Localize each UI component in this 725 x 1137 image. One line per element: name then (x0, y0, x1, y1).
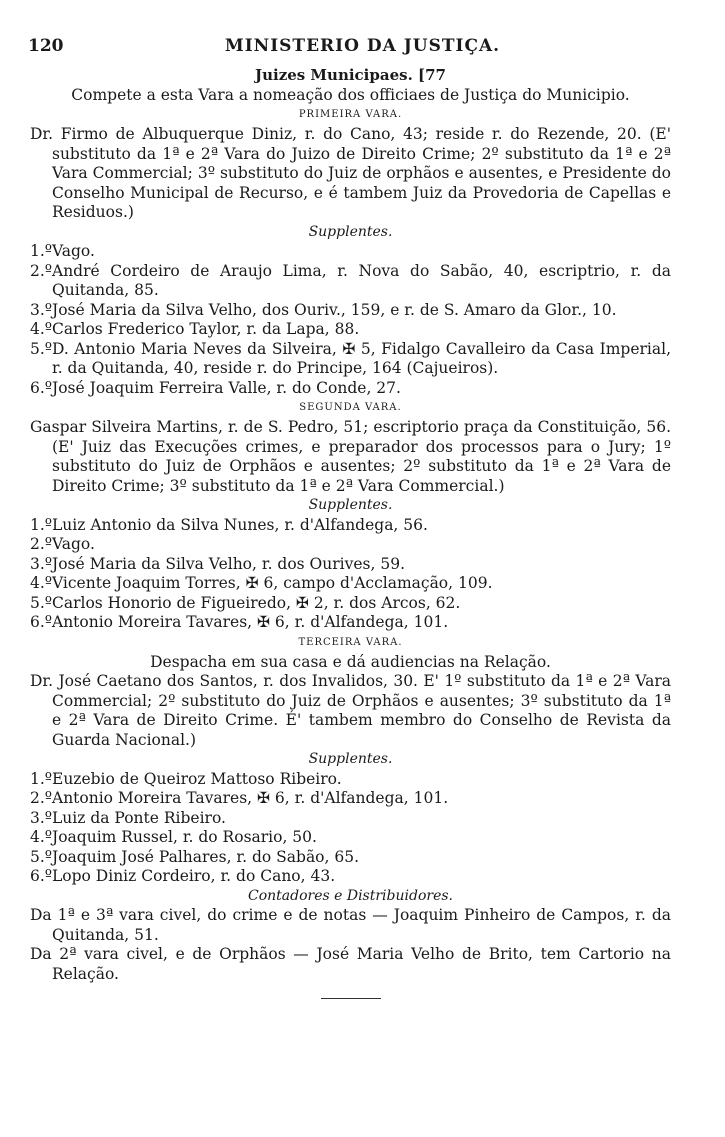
terceira-vara-heading: TERCEIRA VARA. (298, 636, 403, 648)
list-item: 6.ºJosé Joaquim Ferreira Valle, r. do Conde, 27. (30, 378, 401, 397)
contadores-line-1: Da 1ª e 3ª vara civel, do crime e de notas — Joaquim Pinheiro de Campos, r. da Quitanda, 51. (30, 906, 671, 944)
segunda-supplentes-label: Supplentes. (308, 497, 393, 513)
terceira-judge: Dr. José Caetano dos Santos, r. dos Invalidos, 30. E' 1º substituto da 1ª e 2ª Vara Commercial; 2º substituto do Juiz de Orphãos e ausentes; 3º substituto da 1ª e 2ª Vara de Direito Crime. É' tambem membro do Conselho de Revista da Guarda Nacional.) (30, 672, 671, 749)
segunda-vara-heading: SEGUNDA VARA. (299, 402, 402, 413)
page-title: MINISTERIO DA JUSTIÇA. (224, 36, 501, 56)
list-item: 2.ºAntonio Moreira Tavares, ✠ 6, r. d'Alfandega, 101. (30, 789, 449, 807)
page-content (30, 66, 671, 999)
primeira-judge: Dr. Firmo de Albuquerque Diniz, r. do Cano, 43; reside r. do Rezende, 20. (E' substituto da 1ª e 2ª Vara do Juizo de Direito Crime; 2º substituto da 1ª e 2ª Vara Commercial; 3º substituto do Juiz de orphãos e ausentes, e Presidente do Conselho Municipal de Recurso, e é tambem Juiz da Provedoria de Capellas e Residuos.) (30, 125, 671, 221)
list-item: 4.ºCarlos Frederico Taylor, r. da Lapa, 88. (30, 320, 360, 338)
contadores-heading: Contadores e Distribuidores. (247, 887, 453, 904)
list-item: 1.ºVago. (30, 242, 95, 260)
list-item: 3.ºLuiz da Ponte Ribeiro. (30, 808, 226, 827)
list-item: 1.ºLuiz Antonio da Silva Nunes, r. d'Alfandega, 56. (30, 515, 428, 534)
page-number: 120 (28, 36, 64, 56)
contadores-line-2: Da 2ª vara civel, e de Orphãos — José Maria Velho de Brito, tem Cartorio na Relação. (30, 945, 671, 983)
list-item: 2.ºVago. (30, 535, 95, 553)
list-item: 4.ºVicente Joaquim Torres, ✠ 6, campo d'Acclamação, 109. (30, 574, 493, 592)
end-rule (321, 998, 381, 999)
terceira-supplentes-list (30, 770, 671, 887)
primeira-supplentes-label: Supplentes. (308, 223, 393, 240)
list-item: 5.ºCarlos Honorio de Figueiredo, ✠ 2, r. dos Arcos, 62. (30, 593, 461, 612)
running-header (28, 36, 697, 62)
list-item: 3.ºJosé Maria da Silva Velho, r. dos Ourives, 59. (30, 554, 406, 573)
list-item: 4.ºJoaquim Russel, r. do Rosario, 50. (30, 828, 317, 846)
list-item: 6.ºAntonio Moreira Tavares, ✠ 6, r. d'Alfandega, 101. (30, 613, 449, 631)
list-item: 3.ºJosé Maria da Silva Velho, dos Ouriv., 159, e r. de S. Amaro da Glor., 10. (30, 300, 617, 319)
list-item: 6.ºLopo Diniz Cordeiro, r. do Cano, 43. (30, 867, 336, 885)
intro-text: Compete a esta Vara a nomeação dos officiaes de Justiça do Municipio. (71, 85, 630, 104)
section-title: Juizes Municipaes. [77 (255, 66, 446, 84)
list-item: 5.ºJoaquim José Palhares, r. do Sabão, 65. (30, 847, 360, 866)
segunda-judge: Gaspar Silveira Martins, r. de S. Pedro, 51; escriptorio praça da Constituição, 56. (E' Juiz das Execuções crimes, e preparador dos processos para o Jury; 1º substituto do Juiz de Orphãos e ausentes; 2º substituto da 1ª e 2ª Vara de Direito Crime; 3º substituto da 1ª e 2ª Vara Commercial.) (30, 418, 671, 495)
primeira-vara-heading: PRIMEIRA VARA. (298, 109, 403, 120)
segunda-supplentes-list (30, 516, 671, 633)
list-item: 1.ºEuzebio de Queiroz Mattoso Ribeiro. (30, 769, 342, 788)
terceira-note: Despacha em sua casa e dá audiencias na Relação. (150, 652, 551, 671)
list-item: 2.ºAndré Cordeiro de Araujo Lima, r. Nova do Sabão, 40, escriptrio, r. da Quitanda, 85. (30, 261, 671, 299)
primeira-supplentes-list (30, 242, 671, 398)
terceira-supplentes-label: Supplentes. (308, 751, 393, 767)
list-item: 5.ºD. Antonio Maria Neves da Silveira, ✠ 5, Fidalgo Cavalleiro da Casa Imperial, r. da Quitanda, 40, reside r. do Principe, 164 (Cajueiros). (30, 339, 671, 377)
